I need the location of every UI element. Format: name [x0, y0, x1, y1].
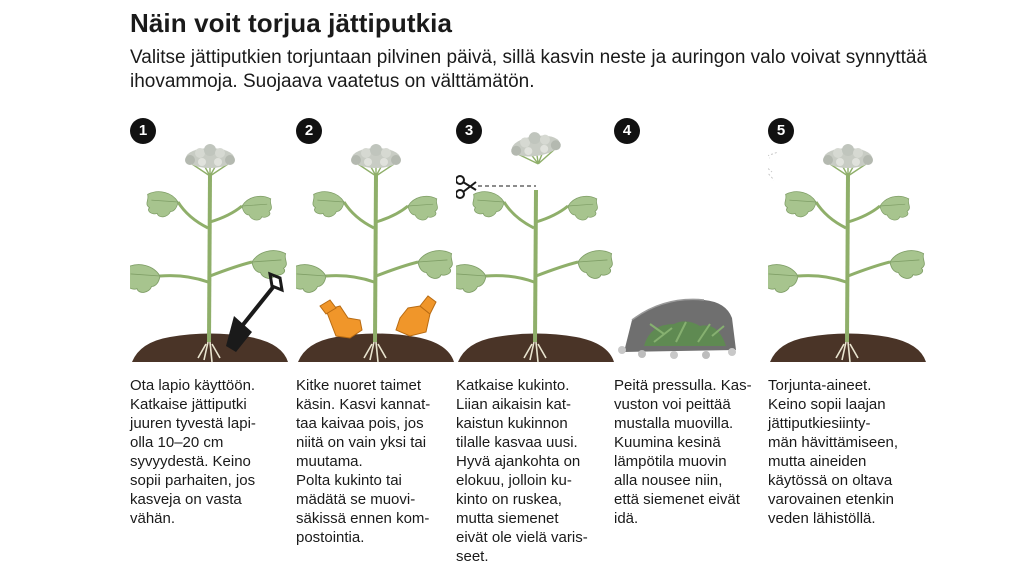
scissors-icon — [456, 176, 476, 198]
step-4 — [614, 110, 776, 576]
step-4-description: Peitä pressulla. Kas- vuston voi peittää mustalla muovilla. Kuumina kesinä lämpötila muovin alla nousee niin, että siemenet eivät idä. — [614, 377, 752, 527]
step-1 — [130, 110, 292, 576]
step-number-badge: 3 — [456, 118, 482, 144]
gloves-icon — [320, 296, 436, 338]
page-title: Näin voit torjua jättiputkia — [130, 8, 453, 38]
step-2-description: Kitke nuoret taimet käsin. Kasvi kannat- taa kaivaa pois, jos niitä on vain yksi tai muutama. Polta kukinto tai mädätä se muovi- säkissä ennen kom- postointia. — [296, 377, 431, 546]
step-3 — [456, 110, 618, 576]
step-3-description: Katkaise kukinto. Liian aikaisin kat- kaistun kukinnon tilalle kasvaa uusi. Hyvä ajankohta on elokuu, jolloin ku- kinto on ruskea, mutta siemenet eivät ole vielä varis- seet. — [456, 377, 588, 565]
tarp-icon — [618, 299, 736, 359]
step-5 — [768, 110, 930, 576]
step-2-illustration — [296, 110, 458, 372]
step-1-description: Ota lapio käyttöön. Katkaise jättiputki juuren tyvestä lapi- olla 10–20 cm syvyydestä. Keino sopii parhaiten, jos kasveja on vasta vähän. — [130, 377, 256, 527]
spray-bottle-icon — [768, 150, 778, 222]
step-number-badge: 5 — [768, 118, 794, 144]
step-4-illustration — [614, 110, 776, 372]
step-number-badge: 4 — [614, 118, 640, 144]
intro-text: Valitse jättiputkien torjuntaan pilvinen päivä, sillä kasvin neste ja auringon valo voivat synnyttää ihovammoja. Suojaava vaatetus on välttämätön. — [130, 47, 928, 92]
step-5-description: Torjunta-aineet. Keino sopii laajan jättiputkiesiinty- män hävittämiseen, mutta aineiden käytössä on oltava varovainen etenkin veden lähistöllä. — [768, 377, 899, 527]
step-2 — [296, 110, 458, 576]
step-1-illustration — [130, 110, 292, 372]
step-3-illustration — [456, 110, 618, 372]
step-number-badge: 1 — [130, 118, 156, 144]
step-number-badge: 2 — [296, 118, 322, 144]
step-5-illustration — [768, 110, 930, 372]
